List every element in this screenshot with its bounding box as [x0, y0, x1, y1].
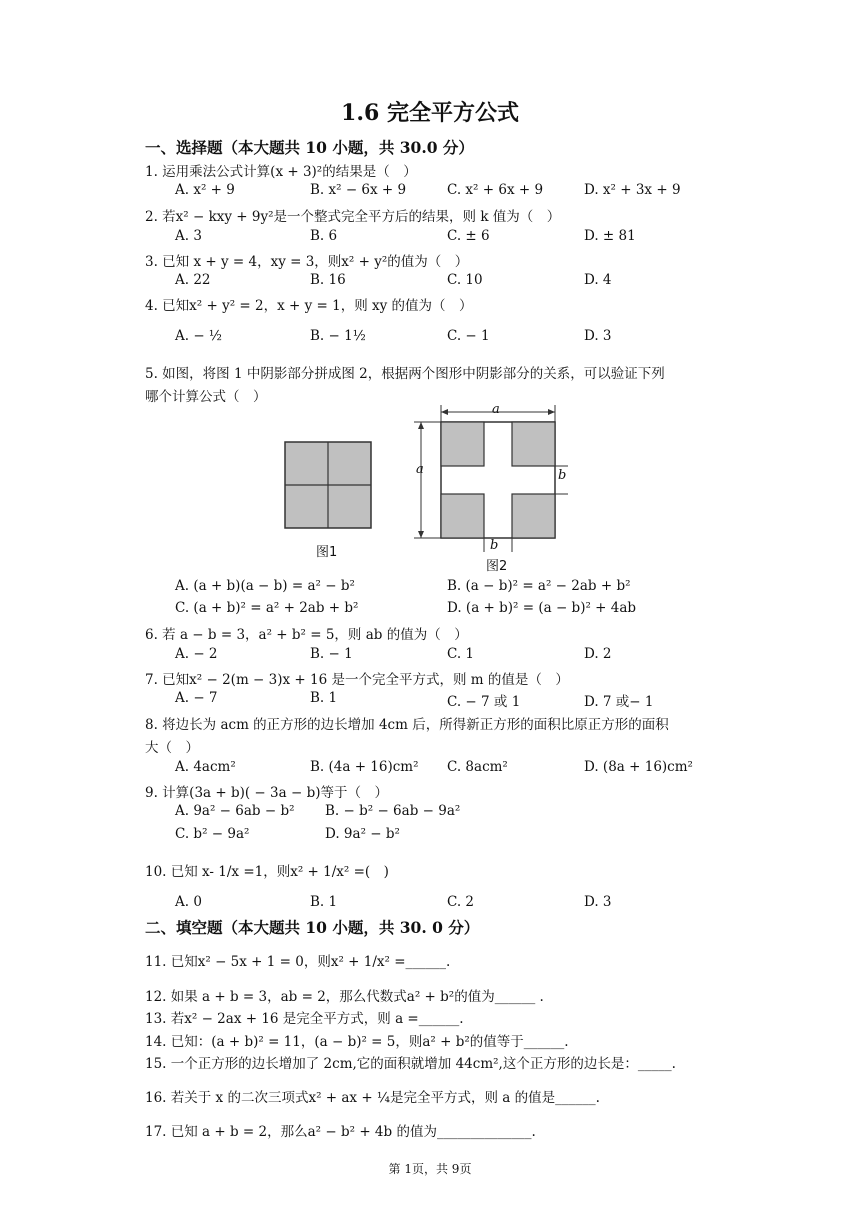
fig2-corner-bottom-left [441, 494, 484, 538]
q2-option-b: B. 6 [310, 228, 338, 244]
fig2-top-arrow-right [548, 409, 555, 415]
q9-option-d: D. 9a² − b² [325, 826, 400, 842]
question-4: 4. 已知x² + y² = 2，x + y = 1，则 xy 的值为（ ） [145, 298, 473, 314]
question-5-line2: 哪个计算公式（ ） [145, 389, 267, 405]
question-8-line1: 8. 将边长为 acm 的正方形的边长增加 4cm 后，所得新正方形的面积比原正方形的面积 [145, 717, 669, 733]
fig2-label-b-right: b [558, 468, 567, 483]
question-6: 6. 若 a − b = 3，a² + b² = 5，则 ab 的值为（ ） [145, 627, 468, 643]
q2-option-c: C. ± 6 [447, 228, 490, 244]
q8-option-b: B. (4a + 16)cm² [310, 759, 419, 775]
q7-option-b: B. 1 [310, 690, 338, 706]
q10-option-b: B. 1 [310, 894, 338, 910]
question-10: 10. 已知 x- 1/x =1，则x² + 1/x² =( ) [145, 864, 389, 880]
fig2-label-b-bottom: b [490, 538, 499, 553]
q4-option-a: A. − ½ [175, 328, 223, 344]
q4-option-c: C. − 1 [447, 328, 490, 344]
fig2-label: 图2 [486, 559, 508, 574]
q3-option-b: B. 16 [310, 272, 346, 288]
q5-option-d: D. (a + b)² = (a − b)² + 4ab [447, 600, 637, 616]
fig2-label-a-top: a [492, 402, 500, 417]
q7-option-d: D. 7 或− 1 [584, 694, 654, 710]
q5-option-c: C. (a + b)² = a² + 2ab + b² [175, 600, 359, 616]
figure-2 [410, 400, 580, 558]
q5-option-b: B. (a − b)² = a² − 2ab + b² [447, 578, 631, 594]
q9-option-a: A. 9a² − 6ab − b² [175, 803, 295, 819]
page-title: 1.6 完全平方公式 [341, 100, 519, 126]
q10-option-d: D. 3 [584, 894, 612, 910]
q10-option-a: A. 0 [175, 894, 202, 910]
question-14: 14. 已知：(a + b)² = 11，(a − b)² = 5，则a² + b²的值等于______. [145, 1034, 569, 1050]
question-16: 16. 若关于 x 的二次三项式x² + ax + ¼是完全平方式，则 a 的值是______. [145, 1090, 600, 1106]
q5-option-a: A. (a + b)(a − b) = a² − b² [175, 578, 355, 594]
fig2-top-arrow-left [441, 409, 448, 415]
q1-option-a: A. x² + 9 [175, 182, 235, 198]
q2-option-a: A. 3 [175, 228, 202, 244]
q8-option-a: A. 4acm² [175, 759, 236, 775]
question-12: 12. 如果 a + b = 3，ab = 2，那么代数式a² + b²的值为______ . [145, 989, 544, 1005]
q6-option-c: C. 1 [447, 646, 475, 662]
fig2-label-a-left: a [416, 462, 424, 477]
q2-option-d: D. ± 81 [584, 228, 636, 244]
q1-option-d: D. x² + 3x + 9 [584, 182, 681, 198]
q3-option-a: A. 22 [175, 272, 211, 288]
q6-option-d: D. 2 [584, 646, 612, 662]
question-9: 9. 计算(3a + b)( − 3a − b)等于（ ） [145, 785, 388, 801]
q1-option-b: B. x² − 6x + 9 [310, 182, 407, 198]
fig2-corner-top-left [441, 422, 484, 466]
page-footer: 第 1页，共 9页 [388, 1162, 472, 1176]
question-11: 11. 已知x² − 5x + 1 = 0，则x² + 1/x² =______. [145, 954, 451, 970]
q4-option-b: B. − 1½ [310, 328, 366, 344]
q9-option-b: B. − b² − 6ab − 9a² [325, 803, 461, 819]
q6-option-b: B. − 1 [310, 646, 353, 662]
section-heading-choice: 一、选择题（本大题共 10 小题，共 30.0 分） [145, 138, 474, 157]
question-8-line2: 大（ ） [145, 740, 199, 756]
q7-option-a: A. − 7 [175, 690, 218, 706]
q9-option-c: C. b² − 9a² [175, 826, 250, 842]
question-15: 15. 一个正方形的边长增加了 2cm,它的面积就增加 44cm²,这个正方形的边长是：_____. [145, 1056, 676, 1072]
question-3: 3. 已知 x + y = 4，xy = 3，则x² + y²的值为（ ） [145, 254, 469, 270]
question-13: 13. 若x² − 2ax + 16 是完全平方式，则 a =______. [145, 1011, 464, 1027]
fig2-corner-bottom-right [512, 494, 555, 538]
q3-option-c: C. 10 [447, 272, 483, 288]
fig1-label: 图1 [316, 545, 338, 560]
q3-option-d: D. 4 [584, 272, 612, 288]
figure-1 [284, 441, 372, 529]
question-1: 1. 运用乘法公式计算(x + 3)²的结果是（ ） [145, 164, 417, 180]
fig2-left-arrow-bottom [418, 531, 424, 538]
q10-option-c: C. 2 [447, 894, 475, 910]
section-heading-fill: 二、填空题（本大题共 10 小题，共 30. 0 分） [145, 918, 480, 937]
q8-option-c: C. 8acm² [447, 759, 508, 775]
question-2: 2. 若x² − kxy + 9y²是一个整式完全平方后的结果，则 k 值为（ ） [145, 209, 561, 225]
question-5-line1: 5. 如图，将图 1 中阴影部分拼成图 2，根据两个图形中阴影部分的关系，可以验证下列 [145, 366, 665, 382]
question-17: 17. 已知 a + b = 2，那么a² − b² + 4b 的值为______________. [145, 1124, 536, 1140]
q7-option-c: C. − 7 或 1 [447, 694, 521, 710]
fig2-left-arrow-top [418, 422, 424, 429]
q4-option-d: D. 3 [584, 328, 612, 344]
q8-option-d: D. (8a + 16)cm² [584, 759, 693, 775]
question-7: 7. 已知x² − 2(m − 3)x + 16 是一个完全平方式，则 m 的值是（ ） [145, 672, 569, 688]
fig2-corner-top-right [512, 422, 555, 466]
q1-option-c: C. x² + 6x + 9 [447, 182, 544, 198]
q6-option-a: A. − 2 [175, 646, 218, 662]
